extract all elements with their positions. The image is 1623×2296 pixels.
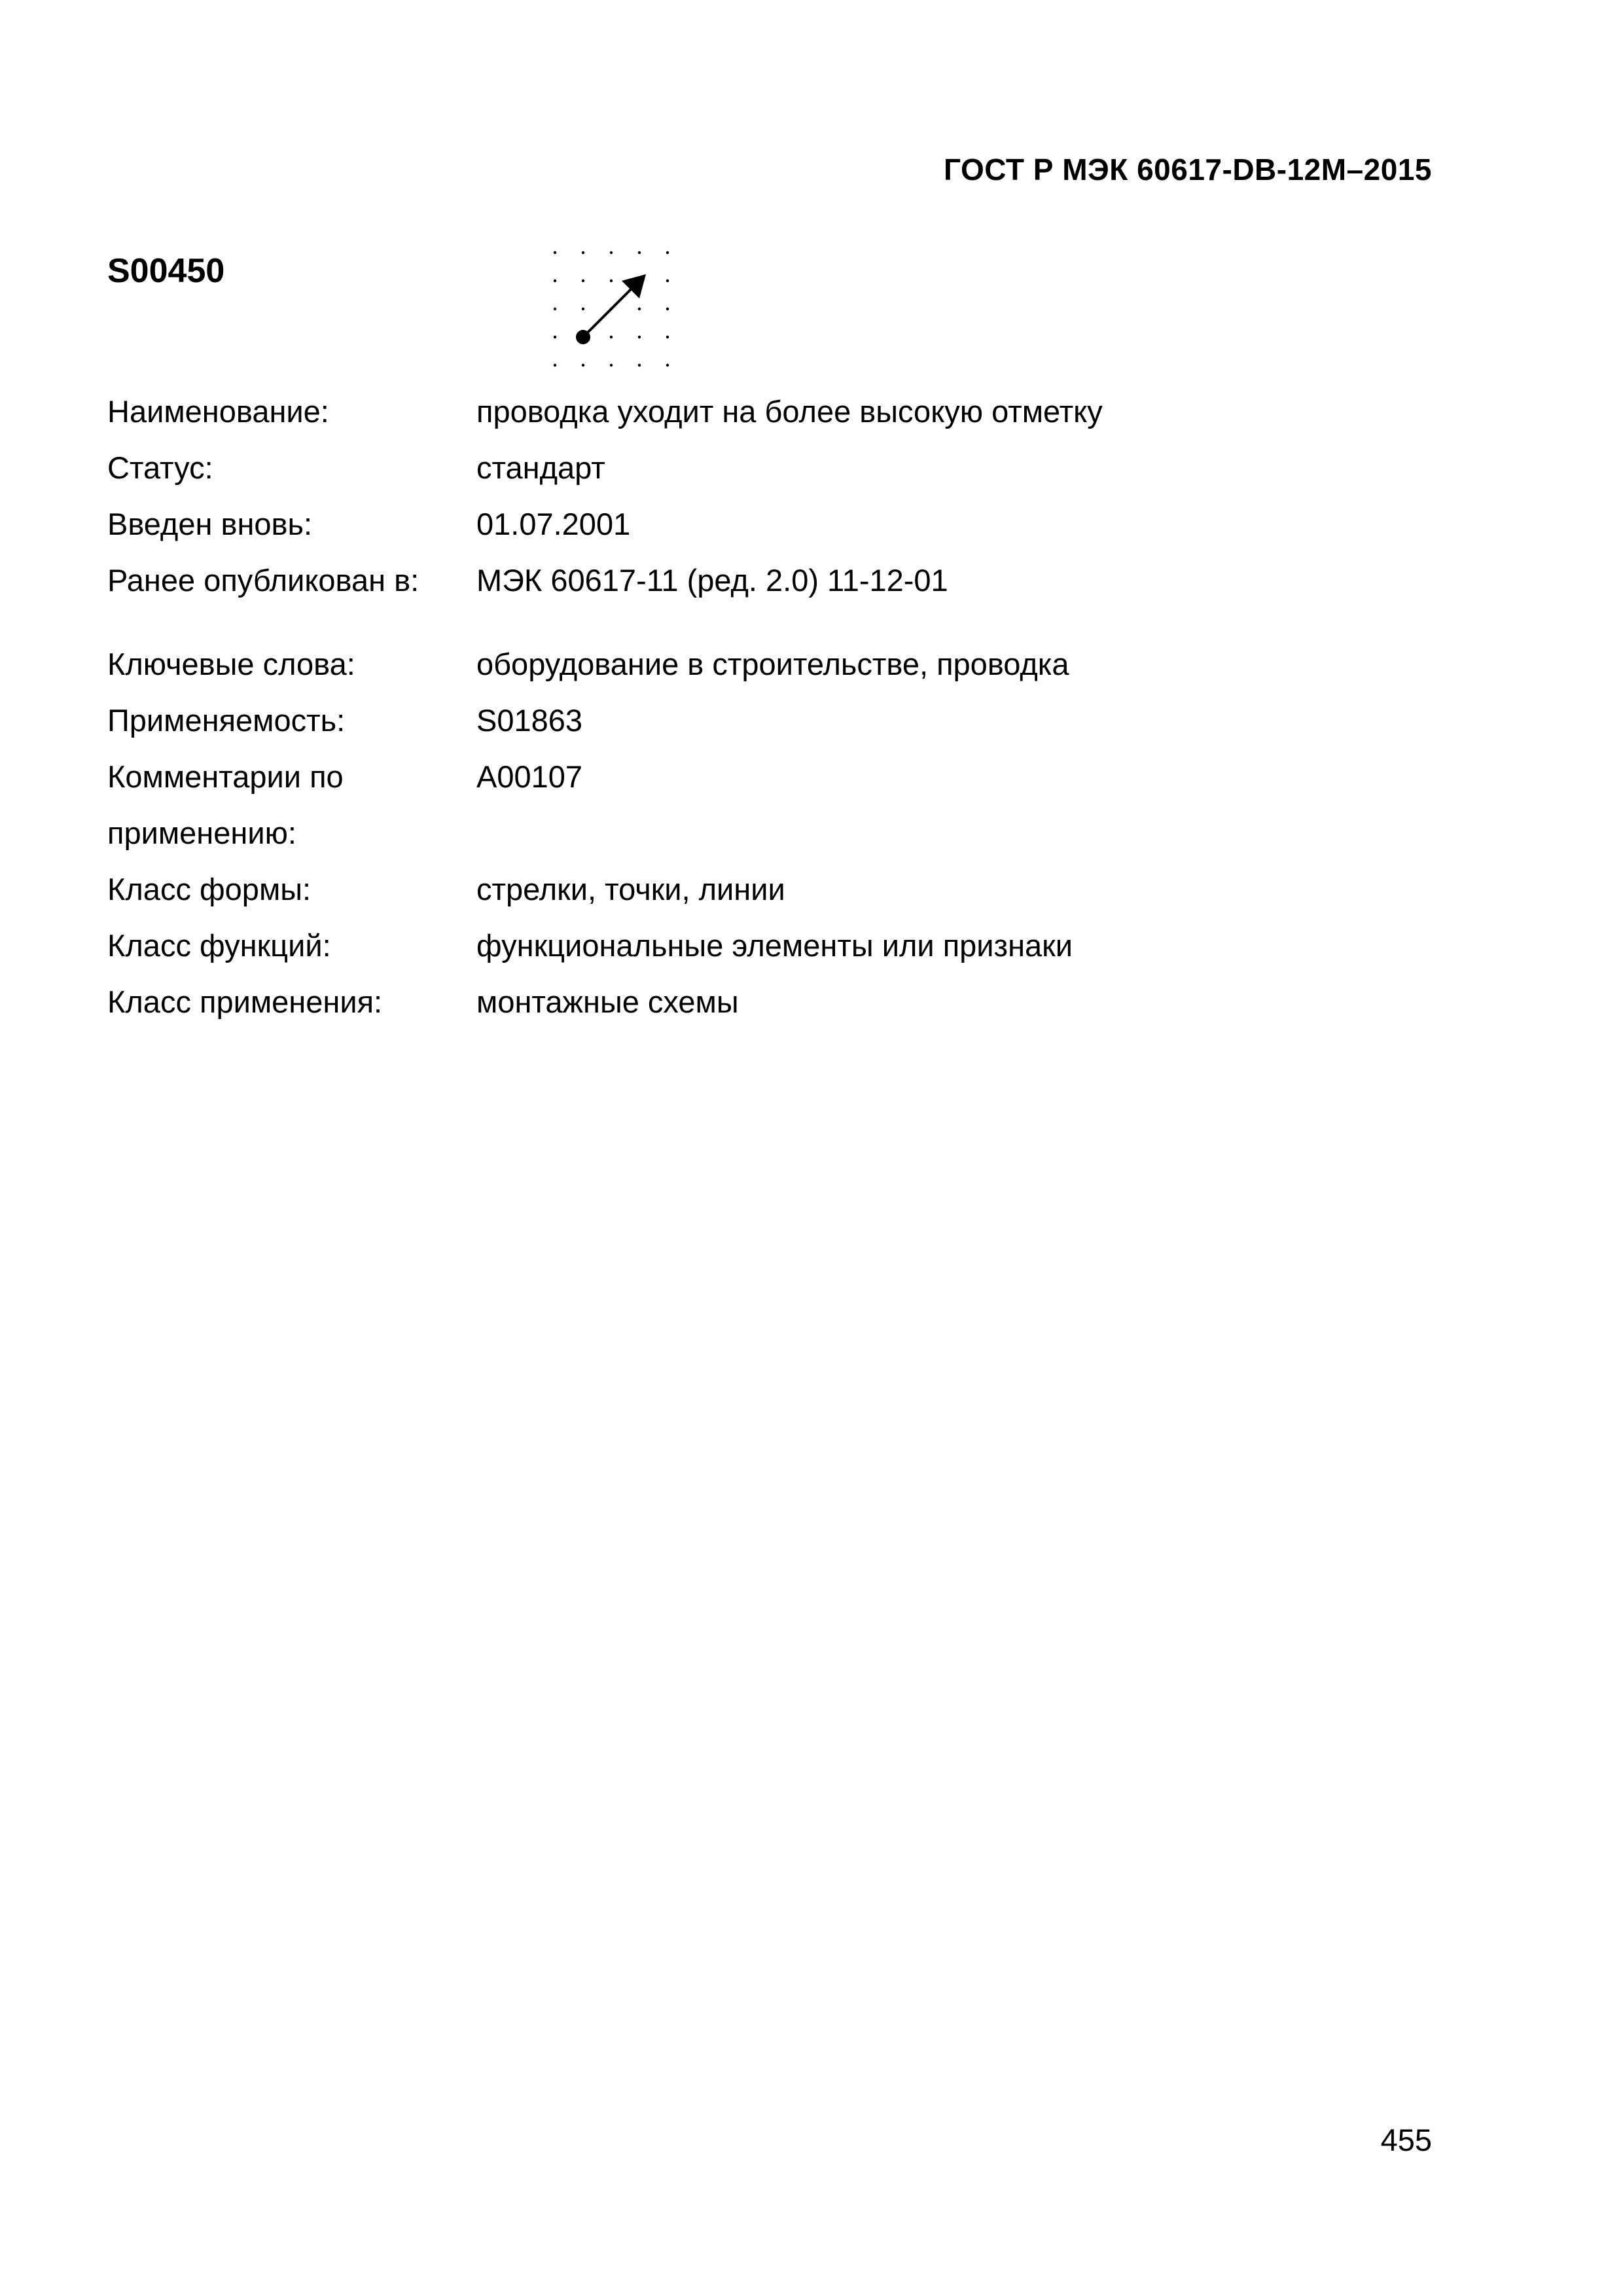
property-row-applicability: [107, 692, 1416, 749]
symbol-id: S00450: [107, 252, 225, 290]
page-number: 455: [1380, 2123, 1432, 2157]
property-label: Статус:: [107, 450, 213, 485]
property-row-application-class: [107, 974, 1416, 1030]
standard-designation: ГОСТ Р МЭК 60617-DB-12M–2015: [944, 152, 1432, 187]
arrow-up-right-with-dot-on-grid-icon: [543, 245, 687, 382]
arrow-shaft: [583, 289, 632, 337]
property-label: Класс функций:: [107, 928, 331, 963]
property-label: Наименование:: [107, 394, 329, 429]
property-value: 01.07.2001: [476, 507, 631, 541]
property-row-status: [107, 440, 1416, 496]
property-label: Класс применения:: [107, 984, 383, 1019]
property-label: [107, 749, 476, 861]
property-value: стрелки, точки, линии: [476, 872, 785, 906]
property-row-keywords: [107, 636, 1416, 692]
property-label: Класс формы:: [107, 872, 312, 906]
property-value: A00107: [476, 759, 583, 794]
property-value: проводка уходит на более высокую отметку: [476, 394, 1103, 429]
property-row-introduced: [107, 496, 1416, 552]
property-label: Ранее опубликован в:: [107, 563, 419, 598]
property-value: оборудование в строительстве, проводка: [476, 647, 1069, 681]
property-label-line: применению:: [107, 816, 296, 850]
property-row-function-class: [107, 918, 1416, 974]
property-value: функциональные элементы или признаки: [476, 928, 1073, 963]
property-label-line: Комментарии по: [107, 759, 344, 794]
property-row-name: [107, 384, 1416, 440]
symbol-properties: [107, 384, 1416, 1030]
property-row-previously-published: [107, 552, 1416, 609]
property-value: S01863: [476, 703, 583, 738]
property-label: Применяемость:: [107, 703, 346, 738]
property-value: монтажные схемы: [476, 984, 739, 1019]
start-dot: [576, 330, 590, 344]
property-label: Ключевые слова:: [107, 647, 355, 681]
property-value: стандарт: [476, 450, 605, 485]
property-row-application-notes: [107, 749, 1416, 861]
property-label: Введен вновь:: [107, 507, 313, 541]
property-row-shape-class: [107, 861, 1416, 918]
property-value: МЭК 60617-11 (ред. 2.0) 11-12-01: [476, 563, 948, 598]
